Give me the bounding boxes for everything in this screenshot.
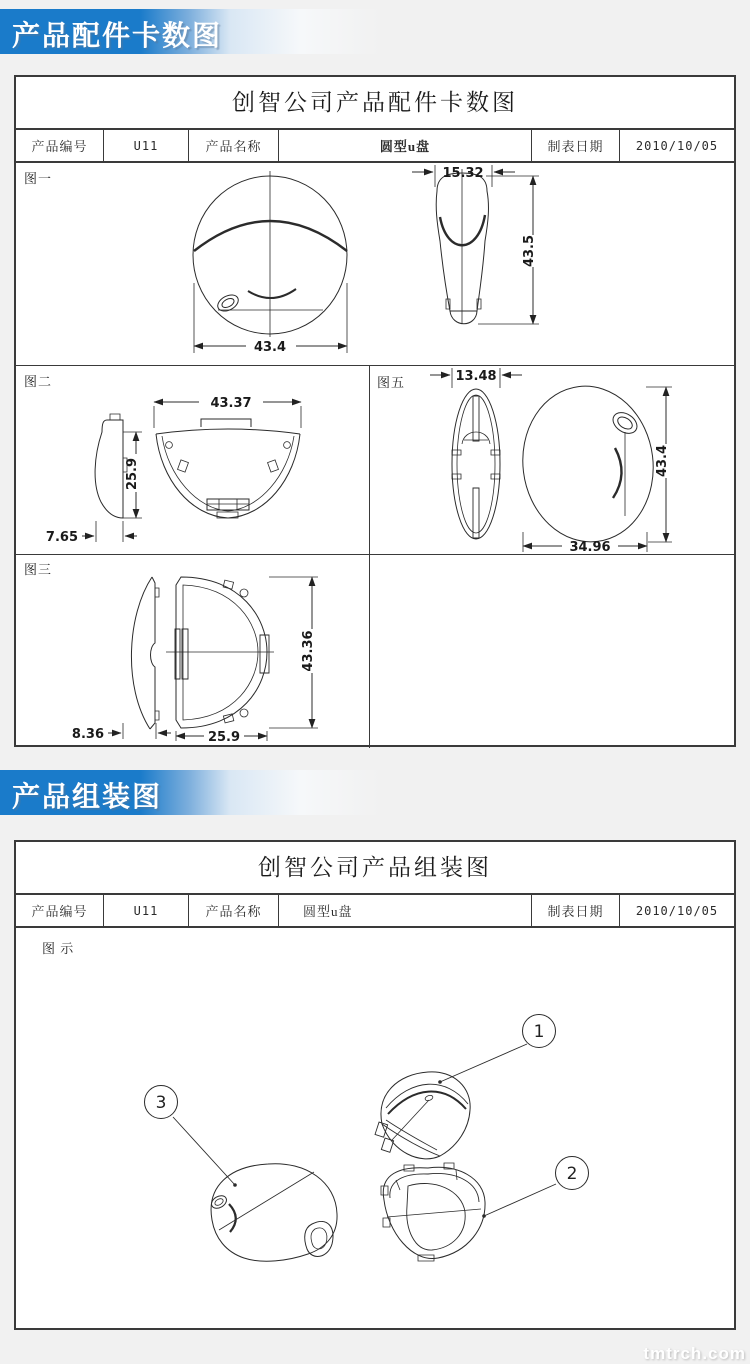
parts-sheet-title: 创智公司产品配件卡数图: [16, 77, 734, 130]
figure3-label: 图三: [24, 562, 53, 577]
parts-sheet: [14, 75, 736, 747]
fig3-dim-depth: 8.36: [71, 727, 104, 742]
fig2-dim-width: 43.37: [210, 396, 252, 411]
empty-cell: [370, 555, 734, 748]
fig2-dim-depth: 7.65: [45, 530, 78, 545]
section-banner-parts: [0, 9, 750, 54]
figure5-label: 图五: [377, 375, 406, 390]
figure1-label: 图一: [24, 171, 53, 186]
product-no-label: 产品编号: [16, 895, 104, 926]
product-no-label: 产品编号: [16, 130, 104, 161]
figure1-drawing: [16, 163, 734, 364]
product-name-label: 产品名称: [189, 895, 279, 926]
figure5-drawing: [370, 366, 737, 553]
figure2-cell: [16, 366, 370, 554]
assembly-part-1: [375, 1072, 470, 1159]
assembly-sheet-title: 创智公司产品组装图: [16, 842, 734, 895]
fig5-dim-top-width: 13.48: [455, 369, 497, 384]
banner-parts-title: 产品配件卡数图: [12, 20, 223, 51]
section-banner-assembly: [0, 770, 750, 815]
assembly-part-2: [381, 1163, 485, 1261]
product-no-value: U11: [104, 130, 189, 161]
balloon-3-number: 3: [155, 1093, 167, 1113]
watermark-text: tmtrch.com: [643, 1344, 746, 1363]
figure2-label: 图二: [24, 374, 53, 389]
figure1-cell: [16, 163, 734, 366]
fig3-dim-height: 43.36: [301, 630, 316, 672]
date-label: 制表日期: [532, 130, 620, 161]
fig2-dim-height: 25.9: [125, 457, 140, 491]
fig5-dim-width: 34.96: [569, 540, 611, 553]
date-value: 2010/10/05: [635, 903, 719, 918]
assembly-drawing: [16, 928, 734, 1328]
assembly-drawing-area: [16, 928, 734, 1332]
fig3-dim-width: 25.9: [207, 730, 241, 745]
assembly-info-row: [16, 895, 734, 928]
product-name-value: 圆型u盘: [279, 895, 532, 926]
assembly-sheet: [14, 840, 736, 1330]
figure3-cell: [16, 555, 370, 748]
date-value: 2010/10/05: [635, 138, 719, 153]
figure3-drawing: [16, 555, 369, 747]
product-no-value: U11: [104, 895, 189, 926]
date-label: 制表日期: [532, 895, 620, 926]
fig5-dim-height: 43.4: [655, 444, 670, 478]
product-name-label: 产品名称: [189, 130, 279, 161]
figure-row-3: [16, 555, 734, 748]
banner-assembly-title: 产品组装图: [12, 781, 163, 812]
fig1-dim-front-width: 43.4: [253, 340, 287, 355]
fig1-dim-side-width: 15.32: [442, 166, 484, 181]
fig1-dim-side-height: 43.5: [522, 234, 537, 268]
figure2-drawing: [16, 366, 369, 553]
assembly-figure-label: 图 示: [42, 941, 75, 956]
balloon-2-number: 2: [566, 1164, 578, 1184]
figure5-cell: [370, 366, 734, 554]
figure-row-2: [16, 366, 734, 555]
balloon-1-number: 1: [533, 1022, 545, 1042]
product-name-value: 圆型u盘: [279, 130, 532, 161]
parts-info-row: [16, 130, 734, 163]
